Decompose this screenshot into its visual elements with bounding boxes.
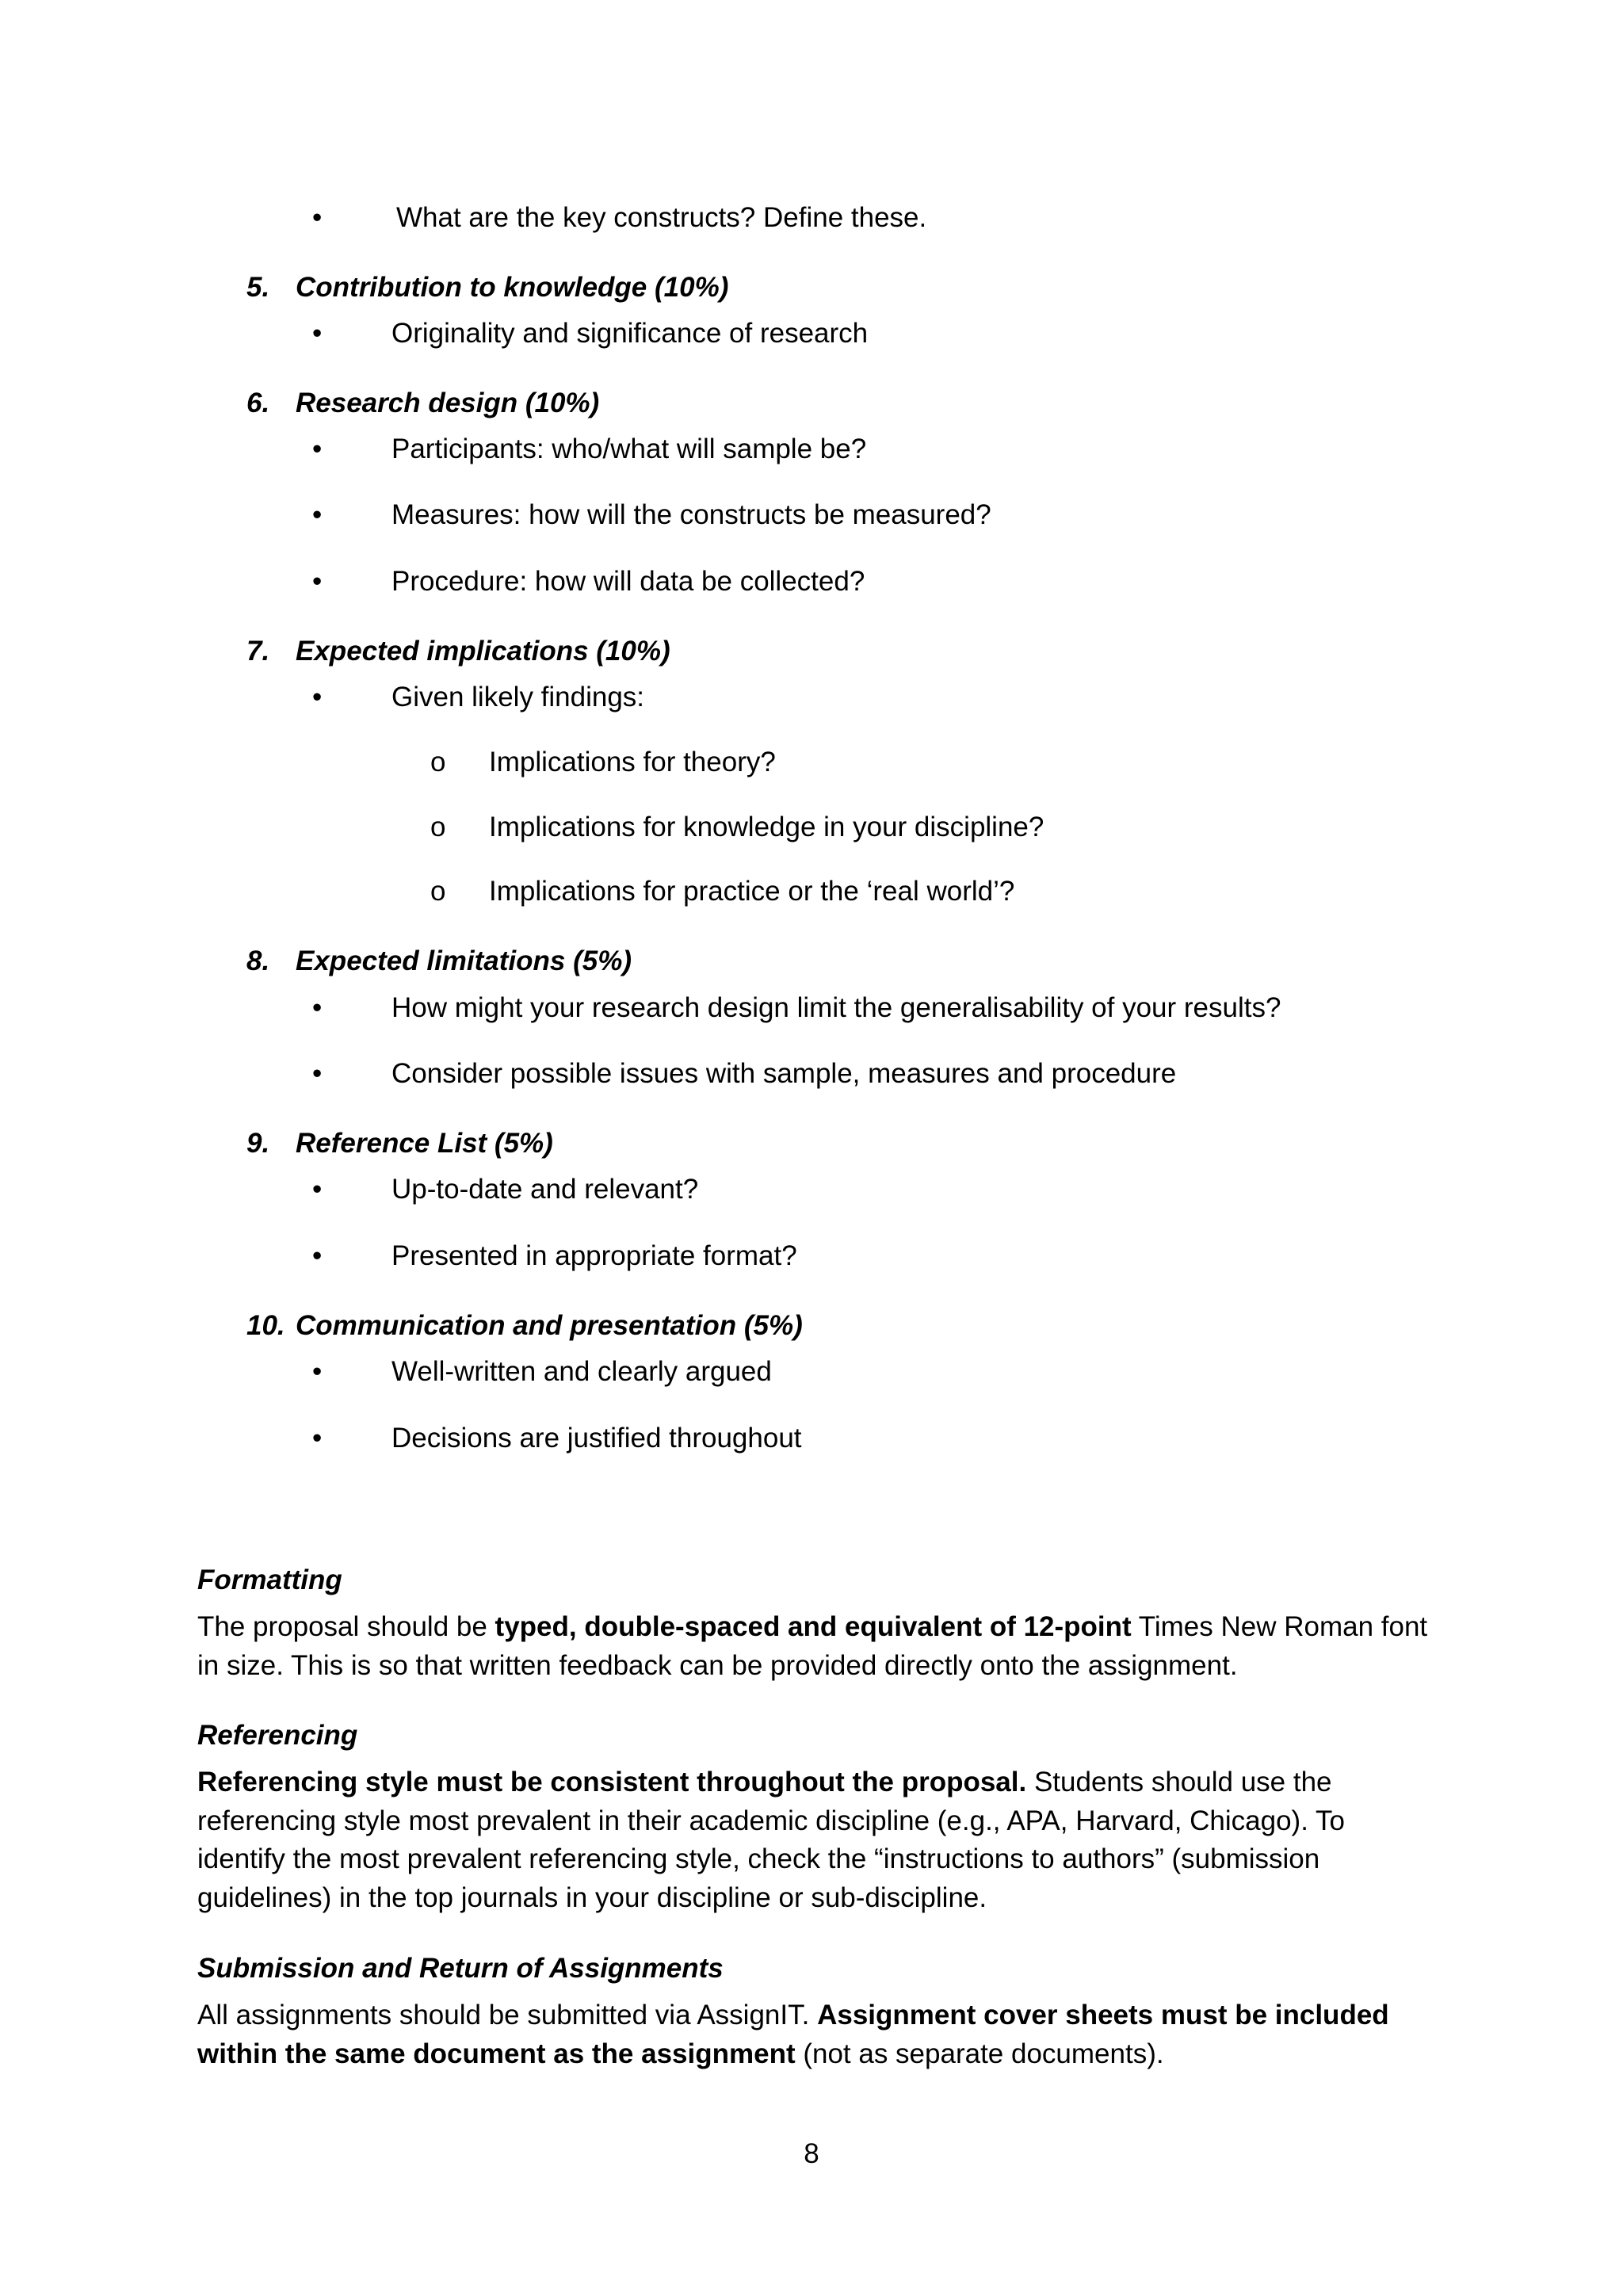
list-item: Well-written and clearly argued (391, 1356, 772, 1387)
sub-bullet-icon: o (430, 747, 446, 777)
bullet-icon: • (312, 682, 323, 712)
list-item: How might your research design limit the generalisability of your results? (391, 992, 1281, 1023)
formatting-paragraph: The proposal should be typed, double-spaced and equivalent of 12-point Times New Roman font in size. This is so that written feedback can be provided directly onto the assignment. (197, 1611, 1428, 1681)
section-heading-8: 8. Expected limitations (5%) (246, 946, 632, 976)
bullet-icon: • (312, 1356, 323, 1387)
formatting-title: Formatting (197, 1564, 342, 1595)
page-number: 8 (804, 2138, 819, 2169)
list-item: Procedure: how will data be collected? (391, 566, 865, 597)
list-item: Up-to-date and relevant? (391, 1174, 699, 1205)
section-heading-10: 10. Communication and presentation (5%) (246, 1310, 803, 1341)
submission-title: Submission and Return of Assignments (197, 1953, 724, 1984)
referencing-paragraph: Referencing style must be consistent throughout the proposal. Students should use the referencing style most prevalent in their academic discipline (e.g., APA, Harvard, Chicago). To identify the most prevalent referencing style, check the “instructions to authors” (submission guidelines) in the top journals in your discipline or sub-discipline. (197, 1767, 1345, 1913)
bullet-icon: • (312, 318, 323, 349)
bullet-icon: • (312, 1174, 323, 1205)
bullet-icon: • (312, 566, 323, 597)
list-item: Given likely findings: (391, 682, 645, 712)
bullet-icon: • (312, 1423, 323, 1454)
submission-paragraph: All assignments should be submitted via AssignIT. Assignment cover sheets must be included within the same document as the assignment (not as separate documents). (197, 2000, 1389, 2069)
sub-list-item: Implications for practice or the ‘real world’? (489, 876, 1015, 907)
bullet-icon: • (312, 202, 323, 233)
section-heading-6: 6. Research design (10%) (246, 388, 600, 418)
section-heading-9: 9. Reference List (5%) (246, 1128, 553, 1159)
bullet-icon: • (312, 499, 323, 530)
referencing-title: Referencing (197, 1720, 358, 1751)
section-heading-5: 5. Contribution to knowledge (10%) (246, 272, 729, 303)
list-item: What are the key constructs? Define these. (396, 202, 927, 233)
list-item: Measures: how will the constructs be measured? (391, 499, 991, 530)
bullet-icon: • (312, 434, 323, 464)
list-item: Originality and significance of research (391, 318, 869, 349)
bullet-icon: • (312, 1240, 323, 1271)
list-item: Consider possible issues with sample, measures and procedure (391, 1058, 1177, 1089)
sub-list-item: Implications for knowledge in your discipline? (489, 812, 1044, 842)
sub-list-item: Implications for theory? (489, 747, 776, 777)
list-item: Decisions are justified throughout (391, 1423, 802, 1454)
bullet-icon: • (312, 992, 323, 1023)
section-heading-7: 7. Expected implications (10%) (246, 636, 670, 667)
sub-bullet-icon: o (430, 812, 446, 842)
list-item: Presented in appropriate format? (391, 1240, 797, 1271)
list-item: Participants: who/what will sample be? (391, 434, 867, 464)
bullet-icon: • (312, 1058, 323, 1089)
sub-bullet-icon: o (430, 876, 446, 907)
